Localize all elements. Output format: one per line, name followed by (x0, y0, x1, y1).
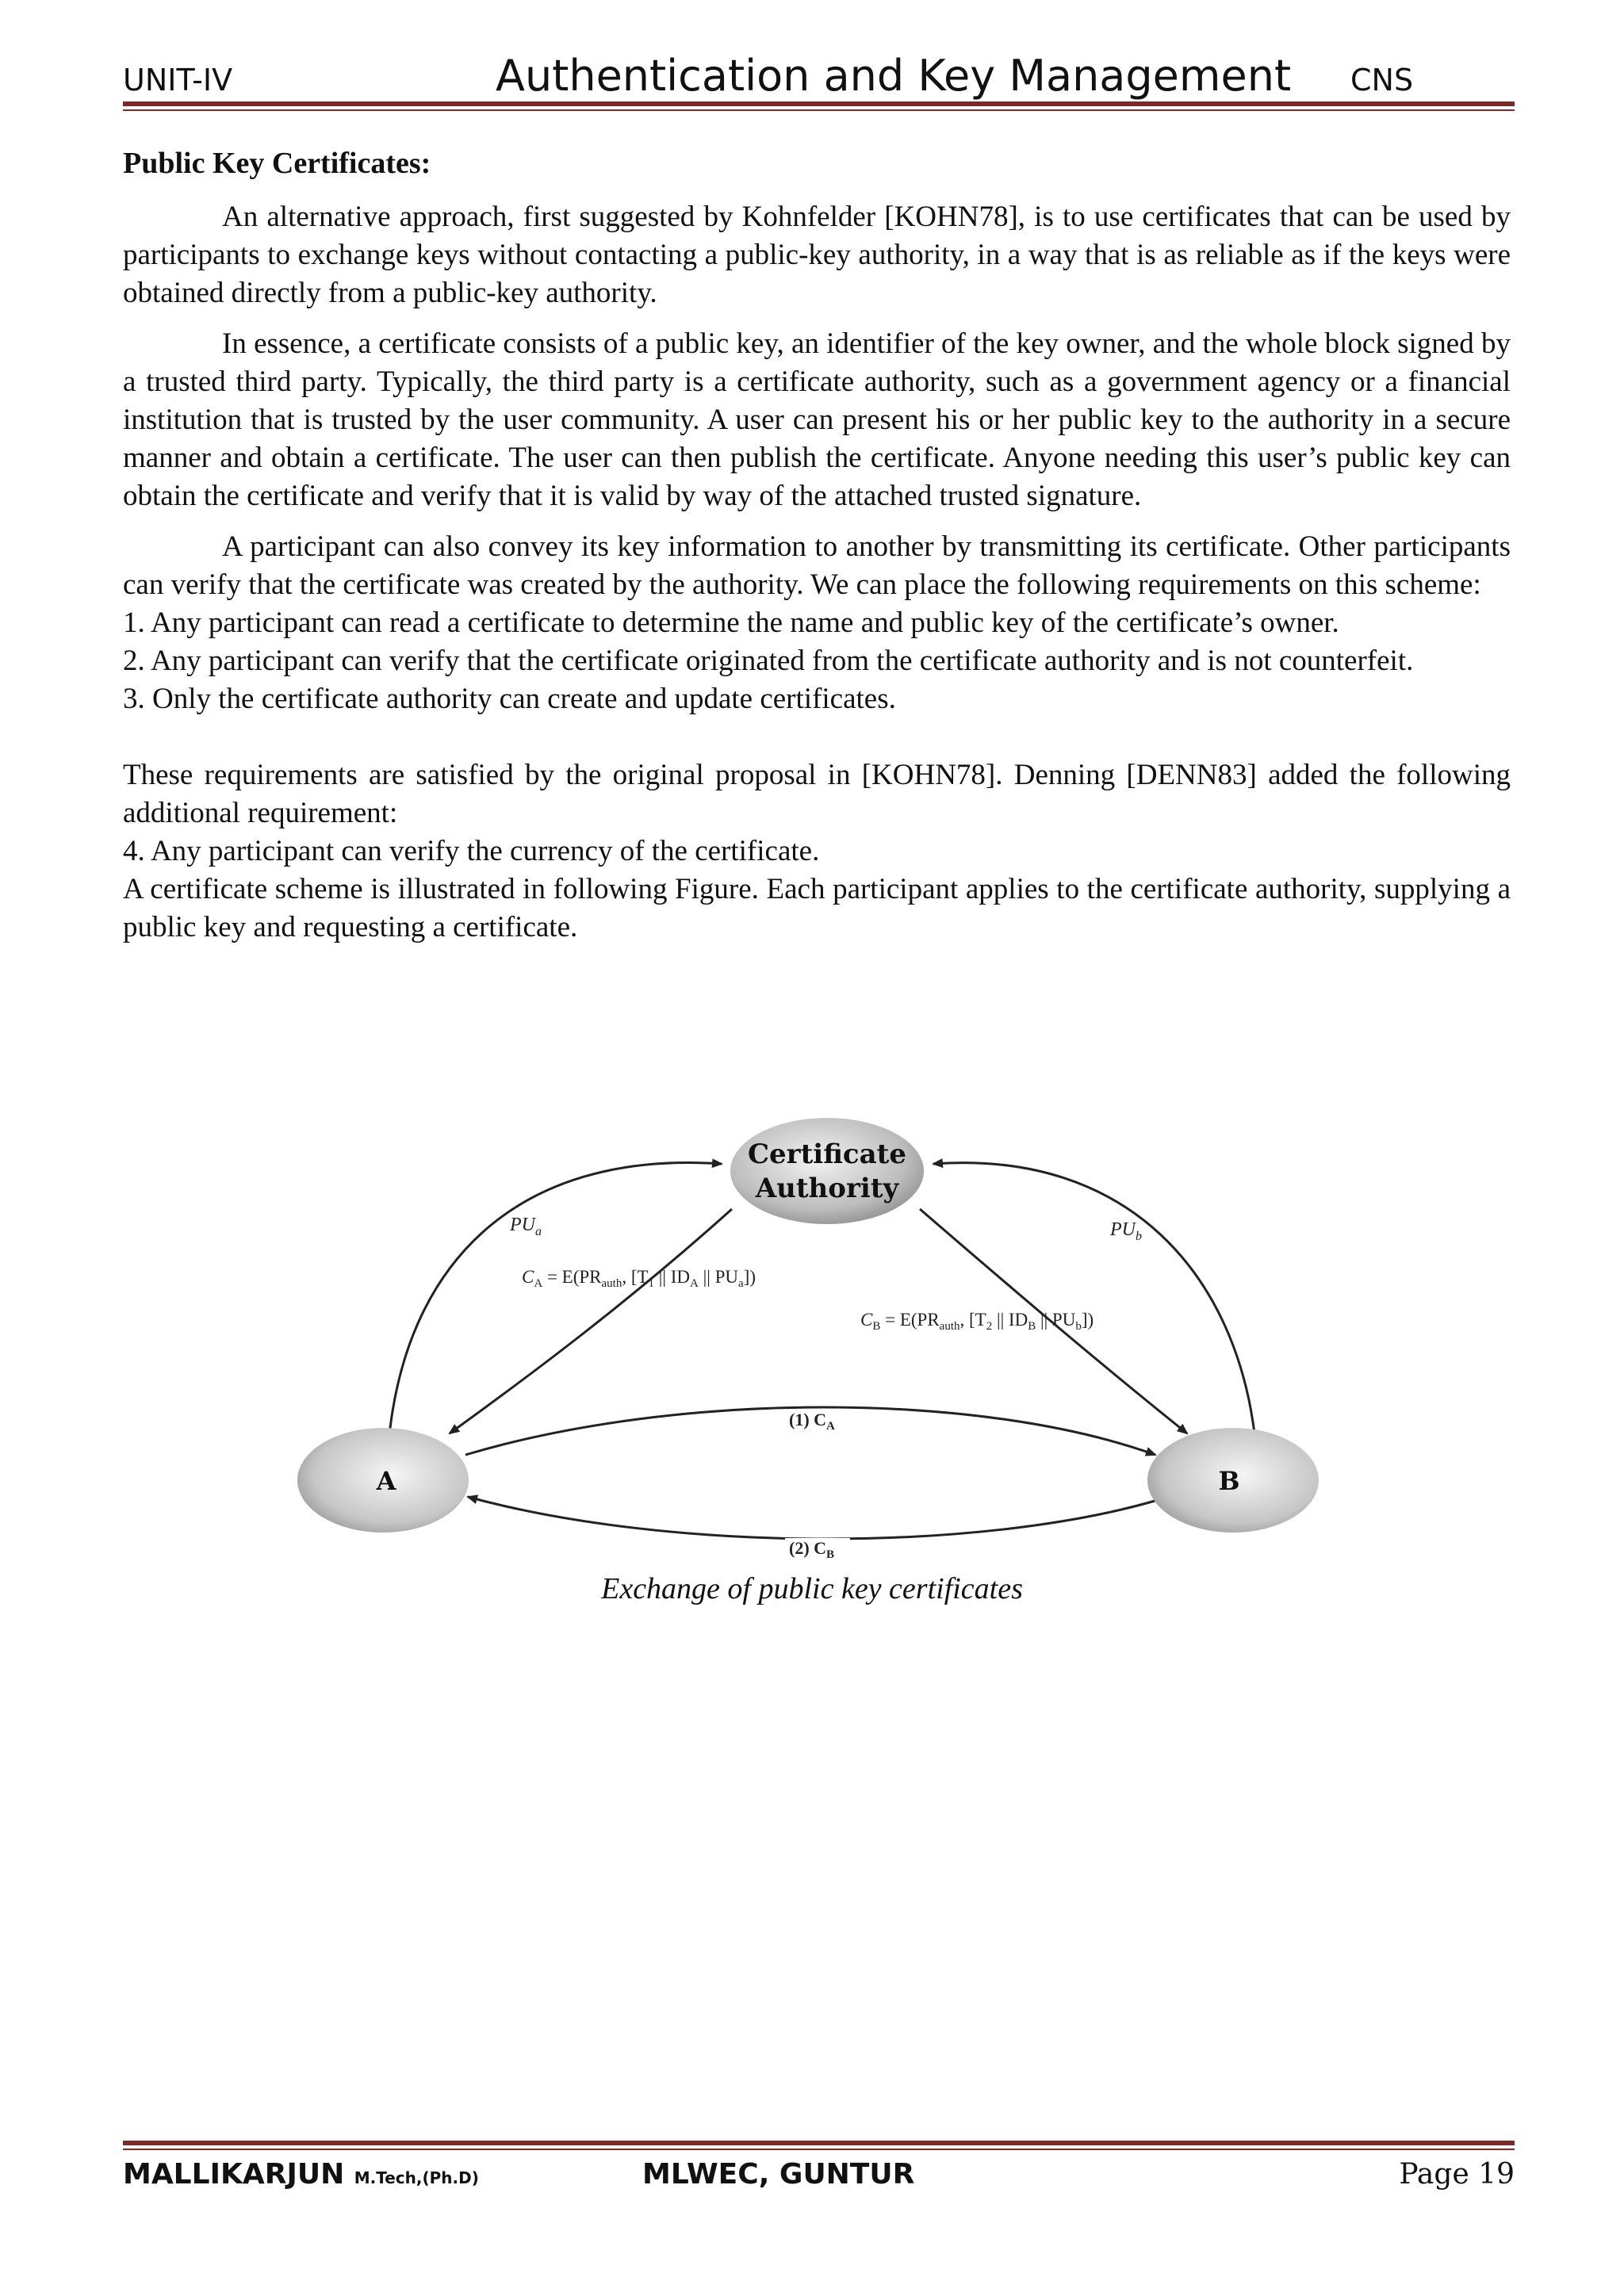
node-b-label: B (1218, 1466, 1240, 1496)
figure-caption: Exchange of public key certificates (601, 1572, 1023, 1605)
node-a-label: A (376, 1466, 396, 1496)
footer-author-degree: M.Tech,(Ph.D) (354, 2168, 479, 2187)
header-unit: UNIT-IV (123, 63, 233, 98)
msg1-label: (1) $C_A$ (789, 1410, 835, 1433)
requirement-1: 1. Any participant can read a certificate to determine the name and public key of the certificate’s owner. (123, 607, 1339, 639)
certificate-authority-node (730, 1118, 924, 1224)
arrow-pua (389, 1163, 722, 1443)
paragraph-1: An alternative approach, first suggested by Kohnfelder [KOHN78], is to use certificates that can be used by participants to exchange keys without contacting a public-key authority, in a way that is as reliable as if the keys were obtained directly from a public-key authority. (123, 201, 1511, 309)
page-content (123, 144, 1511, 947)
requirement-3: 3. Only the certificate authority can create and update certificates. (123, 683, 896, 715)
ca-label-line1: Certificate (747, 1138, 907, 1170)
ca-equation: $C_A = E(PR_{auth}$, [$T_1$ || $ID_A$ || $PU_a$]) (522, 1267, 756, 1290)
header-rule (123, 101, 1515, 106)
page-footer (123, 2158, 1515, 2206)
section-heading: Public Key Certificates: (123, 147, 431, 180)
footer-author: MALLIKARJUN M.Tech,(Ph.D) (123, 2158, 479, 2191)
header-title: Authentication and Key Management (496, 51, 1292, 101)
paragraph-4: These requirements are satisfied by the original proposal in [KOHN78]. Denning [DENN83] added the following additional requirement: (123, 759, 1511, 829)
arrow-msg2 (468, 1497, 1158, 1539)
paragraph-3: A participant can also convey its key information to another by transmitting its certificate. Other participants can verify that the certificate was created by the authority. We can place the following requirements on this scheme: (123, 530, 1511, 601)
requirement-4: 4. Any participant can verify the currency of the certificate. (123, 835, 820, 867)
footer-college: MLWEC, GUNTUR (642, 2158, 915, 2191)
msg2-label: (2) $C_B$ (789, 1538, 835, 1561)
page-header (123, 44, 1515, 107)
arrow-pub (933, 1163, 1255, 1440)
page-number: Page 19 (1399, 2158, 1515, 2191)
pua-label: $PU_a$ (510, 1215, 542, 1238)
ca-label-line2: Authority (755, 1173, 899, 1204)
footer-rule (123, 2141, 1515, 2145)
pub-label: $PU_b$ (1110, 1219, 1142, 1243)
cb-equation: $C_B = E(PR_{auth}$, [$T_2$ || $ID_B$ || $PU_b$]) (860, 1310, 1094, 1333)
paragraph-2: In essence, a certificate consists of a public key, an identifier of the key owner, and the whole block signed by a trusted third party. Typically, the third party is a certificate authority, such as a government agency or a financial institution that is trusted by the user community. A user can present his or her public key to the authority in a secure manner and obtain a certificate. The user can then publish the certificate. Anyone needing this user’s public key can obtain the certificate and verify that it is valid by way of the attached trusted signature. (123, 327, 1511, 512)
requirement-2: 2. Any participant can verify that the certificate originated from the certificate authority and is not counterfeit. (123, 645, 1414, 677)
header-rule-thin (123, 109, 1515, 111)
header-subject: CNS (1350, 63, 1414, 98)
arrow-ca-to-a (450, 1209, 732, 1433)
paragraph-5: A certificate scheme is illustrated in following Figure. Each participant applies to the certificate authority, supplying a public key and requesting a certificate. (123, 873, 1511, 943)
certificate-exchange-diagram (297, 1094, 1320, 1570)
footer-rule-thin (123, 2149, 1515, 2150)
